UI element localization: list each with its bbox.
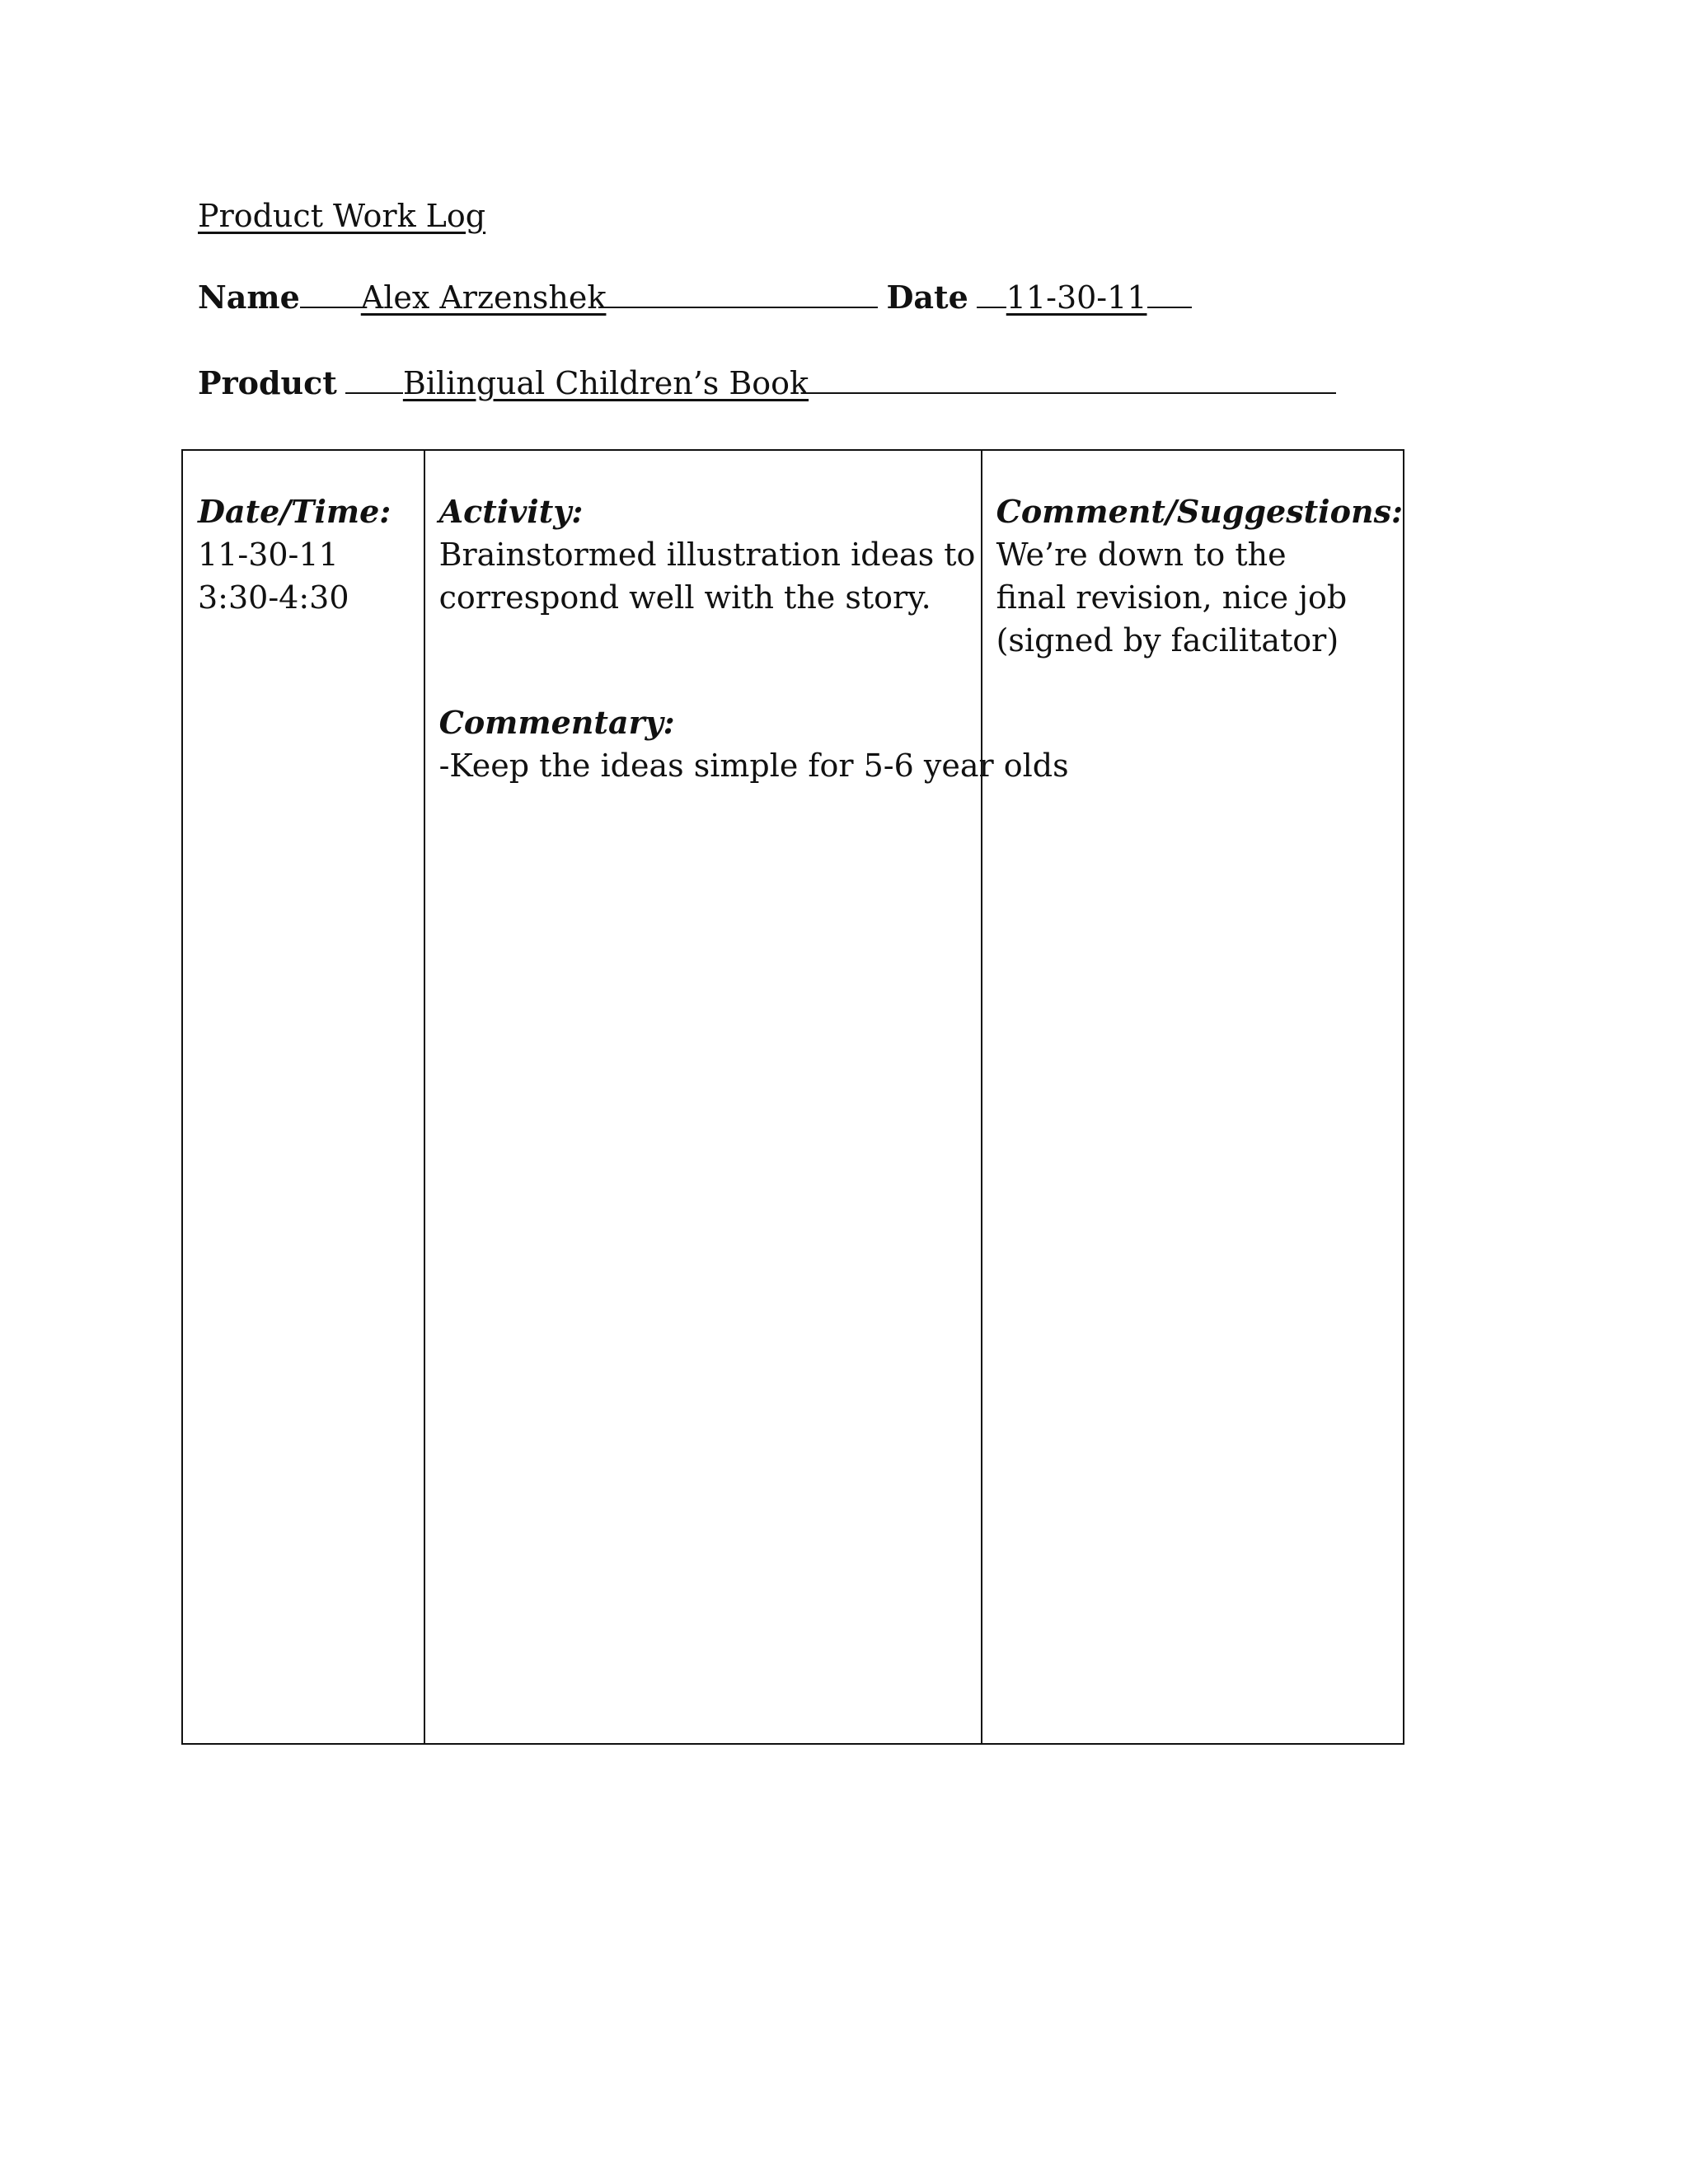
- product-value: Bilingual Children’s Book: [402, 365, 809, 401]
- name-label: Name: [198, 279, 300, 316]
- blank-line: [300, 272, 361, 308]
- name-value: Alex Arzenshek: [360, 279, 607, 316]
- commentary-text-line: -Keep the ideas simple for 5-6 year olds: [438, 748, 1069, 784]
- activity-text-line: correspond well with the story.: [438, 579, 931, 616]
- date-value: 11-30-11: [1006, 279, 1147, 316]
- blank-line: [809, 358, 1336, 394]
- datetime-date: 11-30-11: [198, 537, 339, 573]
- comments-heading: Comment/Suggestions:: [996, 493, 1403, 530]
- date-label: Date: [886, 279, 968, 316]
- comments-text-line: (signed by facilitator): [996, 622, 1339, 658]
- datetime-heading: Date/Time:: [198, 493, 392, 530]
- activity-text-line: Brainstormed illustration ideas to: [438, 537, 976, 573]
- blank-line: [345, 358, 403, 394]
- document-title: Product Work Log: [198, 198, 486, 234]
- datetime-time: 3:30-4:30: [198, 579, 349, 616]
- comments-text-line: We’re down to the: [996, 537, 1287, 573]
- product-line: [198, 358, 1336, 408]
- work-log-table: [181, 449, 1404, 1745]
- datetime-column: [183, 451, 425, 1743]
- blank-line: [977, 272, 1006, 308]
- blank-line: [1147, 272, 1192, 308]
- name-date-line: [198, 272, 1192, 322]
- comments-text-line: final revision, nice job: [996, 579, 1348, 616]
- activity-heading: Activity:: [438, 493, 584, 530]
- product-label: Product: [198, 364, 337, 401]
- blank-line: [606, 272, 878, 308]
- activity-column: [425, 451, 1069, 1743]
- comments-column: [982, 451, 1403, 1743]
- commentary-heading: Commentary:: [438, 704, 675, 741]
